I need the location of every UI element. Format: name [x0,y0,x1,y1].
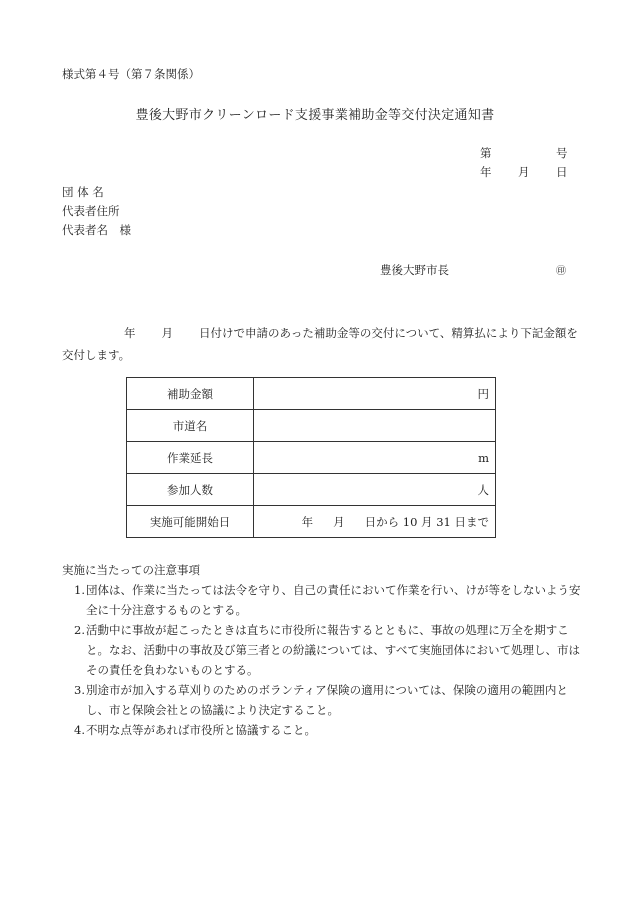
body-year: 年 [124,326,136,340]
date-day: 日 [556,165,568,179]
date-year: 年 [480,165,492,179]
subsidy-info-table [126,377,496,538]
seal-mark: ㊞ [556,266,566,277]
table-row [127,506,496,538]
row-value [254,506,496,538]
start-year: 年 [301,514,314,529]
document-number-suffix: 号 [556,146,568,160]
list-item [62,580,587,620]
issuer-mayor: 豊後大野市長 [380,263,449,277]
document-title: 豊後大野市クリーンロード支援事業補助金等交付決定通知書 [135,108,495,123]
row-value: 人 [254,474,496,506]
row-value: m [254,442,496,474]
item-number: 1. [74,583,85,597]
item-text: 不明な点等があれば市役所と協議すること。 [86,723,316,737]
row-label: 市道名 [127,410,254,442]
list-item [62,720,587,740]
table-row [127,378,496,410]
notice-body [62,322,582,366]
date-month: 月 [518,165,530,179]
item-number: 3. [74,683,85,697]
form-number-label: 様式第４号（第７条関係） [62,67,200,81]
start-rest: 日から 10 月 31 日まで [364,514,489,529]
row-label: 補助金額 [127,378,254,410]
item-number: 2. [74,623,85,637]
row-label: 実施可能開始日 [127,506,254,538]
representative-name-label: 代表者名 様 [62,223,131,237]
notes-heading: 実施に当たっての注意事項 [62,563,200,577]
item-text: 別途市が加入する草刈りのためのボランティア保険の適用については、保険の適用の範囲内とし、市と保険会社との協議により決定すること。 [86,683,568,717]
body-month: 月 [161,326,173,340]
table-row [127,474,496,506]
table-row [127,410,496,442]
item-number: 4. [74,723,85,737]
body-text: 日付けで申請のあった補助金等の交付について、精算払により下記金額を交付します。 [62,326,578,362]
table-row [127,442,496,474]
list-item [62,680,587,720]
item-text: 活動中に事故が起こったときは直ちに市役所に報告するとともに、事故の処理に万全を期すこと。なお、活動中の事故及び第三者との紛議については、すべて実施団体において処理し、市はその責任を負わないものとする。 [86,623,581,677]
document-number-prefix: 第 [480,146,492,160]
item-text: 団体は、作業に当たっては法令を守り、自己の責任において作業を行い、けが等をしないよう安全に十分注意するものとする。 [86,583,581,617]
start-month: 月 [333,514,345,529]
row-label: 参加人数 [127,474,254,506]
list-item [62,620,587,680]
row-value [254,410,496,442]
representative-address-label: 代表者住所 [62,204,120,218]
organization-name-label: 団 体 名 [62,185,104,199]
notes-list [62,580,587,740]
row-label: 作業延長 [127,442,254,474]
row-value: 円 [254,378,496,410]
